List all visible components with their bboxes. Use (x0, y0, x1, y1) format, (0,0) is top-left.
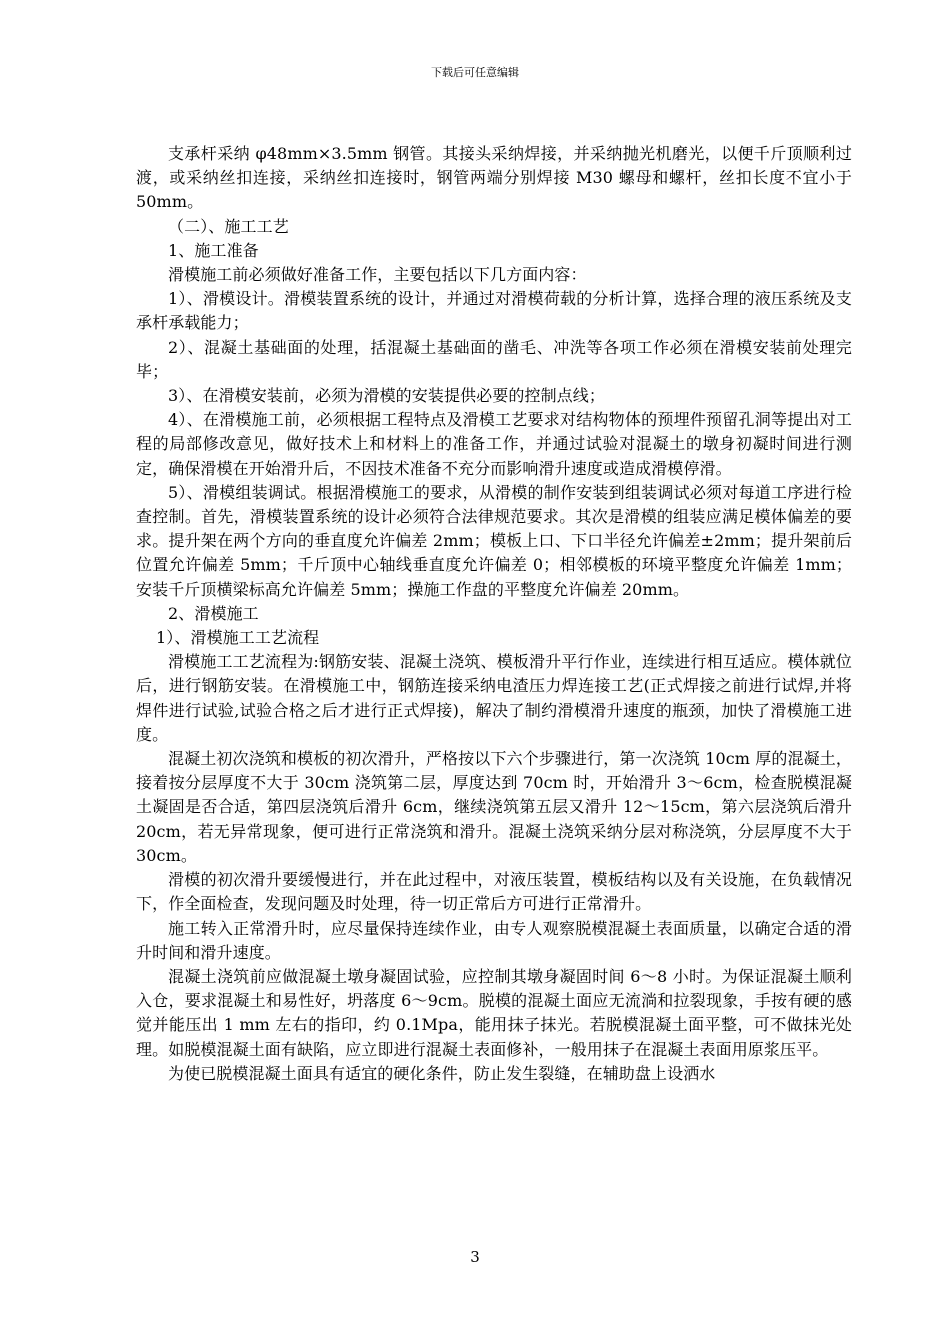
document-body (136, 142, 852, 1086)
subsection-heading: 2、滑模施工 (168, 603, 259, 623)
paragraph: 施工转入正常滑升时，应尽量保持连续作业，由专人观察脱模混凝土表面质量，以确定合适的滑升时间和滑升速度。 (136, 918, 852, 962)
subsection-heading: 1、施工准备 (168, 240, 259, 260)
list-item: 5）、滑模组装调试。根据滑模施工的要求，从滑模的制作安装到组装调试必须对每道工序进行检查控制。首先，滑模装置系统的设计必须符合法律规范要求。其次是滑模的组装应满足模体偏差的要求。提升架在两个方向的垂直度允许偏差 2mm；模板上口、下口半径允许偏差±2mm；提升架前后位置允许偏差 5mm；千斤顶中心轴线垂直度允许偏差 0；相邻模板的环境平整度允许偏差 1mm；安装千斤顶横梁标高允许偏差 5mm；操施工作盘的平整度允许偏差 20mm。 (136, 482, 852, 599)
paragraph: 滑模的初次滑升要缓慢进行，并在此过程中，对液压装置，模板结构以及有关设施，在负载情况下，作全面检查，发现问题及时处理，待一切正常后方可进行正常滑升。 (136, 870, 852, 914)
subsection-heading: 1）、滑模施工工艺流程 (156, 628, 320, 648)
list-item: 2）、混凝土基础面的处理，括混凝土基础面的凿毛、冲洗等各项工作必须在滑模安装前处理完毕； (136, 337, 852, 381)
paragraph: 支承杆采纳 φ48mm×3.5mm 钢管。其接头采纳焊接，并采纳抛光机磨光，以便千斤顶顺利过渡，或采纳丝扣连接，采纳丝扣连接时，钢管两端分别焊接 M30 螺母和螺杆，丝扣长度不宜小于 50mm。 (136, 144, 852, 212)
paragraph: 混凝土初次浇筑和模板的初次滑升，严格按以下六个步骤进行，第一次浇筑 10cm 厚的混凝土，接着按分层厚度不大于 30cm 浇筑第二层，厚度达到 70cm 时，开始滑升 3～6cm，检查脱模混凝土凝固是否合适，第四层浇筑后滑升 6cm，继续浇筑第五层又滑升 12～15cm，第六层浇筑后滑升 20cm，若无异常现象，便可进行正常浇筑和滑升。混凝土浇筑采纳分层对称浇筑，分层厚度不大于 30cm。 (136, 749, 852, 865)
paragraph: 为使已脱模混凝土面具有适宜的硬化条件，防止发生裂缝，在辅助盘上设洒水 (168, 1063, 716, 1083)
paragraph: 混凝土浇筑前应做混凝土墩身凝固试验，应控制其墩身凝固时间 6～8 小时。为保证混凝土顺利入仓，要求混凝土和易性好，坍落度 6～9cm。脱模的混凝土面应无流淌和拉裂现象，手按有硬的感觉并能压出 1 mm 左右的指印，约 0.1Mpa，能用抹子抹光。若脱模混凝土面平整，可不做抹光处理。如脱模混凝土面有缺陷，应立即进行混凝土表面修补，一般用抹子在混凝土表面用原浆压平。 (136, 966, 852, 1059)
section-heading: （二）、施工工艺 (168, 216, 289, 236)
page-number: 3 (470, 1248, 480, 1266)
paragraph: 滑模施工工艺流程为:钢筋安装、混凝土浇筑、模板滑升平行作业，连续进行相互适应。模体就位后，进行钢筋安装。在滑模施工中，钢筋连接采纳电渣压力焊连接工艺(正式焊接之前进行试焊,并将焊件进行试验,试验合格之后才进行正式焊接)，解决了制约滑模滑升速度的瓶颈，加快了滑模施工进度。 (136, 652, 852, 744)
list-item: 1）、滑模设计。滑模装置系统的设计，并通过对滑模荷载的分析计算，选择合理的液压系统及支承杆承载能力； (136, 289, 852, 333)
page-header-note: 下载后可任意编辑 (431, 66, 519, 79)
list-item: 4）、在滑模施工前，必须根据工程特点及滑模工艺要求对结构物体的预埋件预留孔洞等提出对工程的局部修改意见，做好技术上和材料上的准备工作，并通过试验对混凝土的墩身初凝时间进行测定，确保滑模在开始滑升后，不因技术准备不充分而影响滑升速度或造成滑模停滑。 (136, 410, 852, 478)
paragraph: 滑模施工前必须做好准备工作，主要包括以下几方面内容： (168, 265, 587, 285)
list-item: 3）、在滑模安装前，必须为滑模的安装提供必要的控制点线； (168, 386, 605, 406)
